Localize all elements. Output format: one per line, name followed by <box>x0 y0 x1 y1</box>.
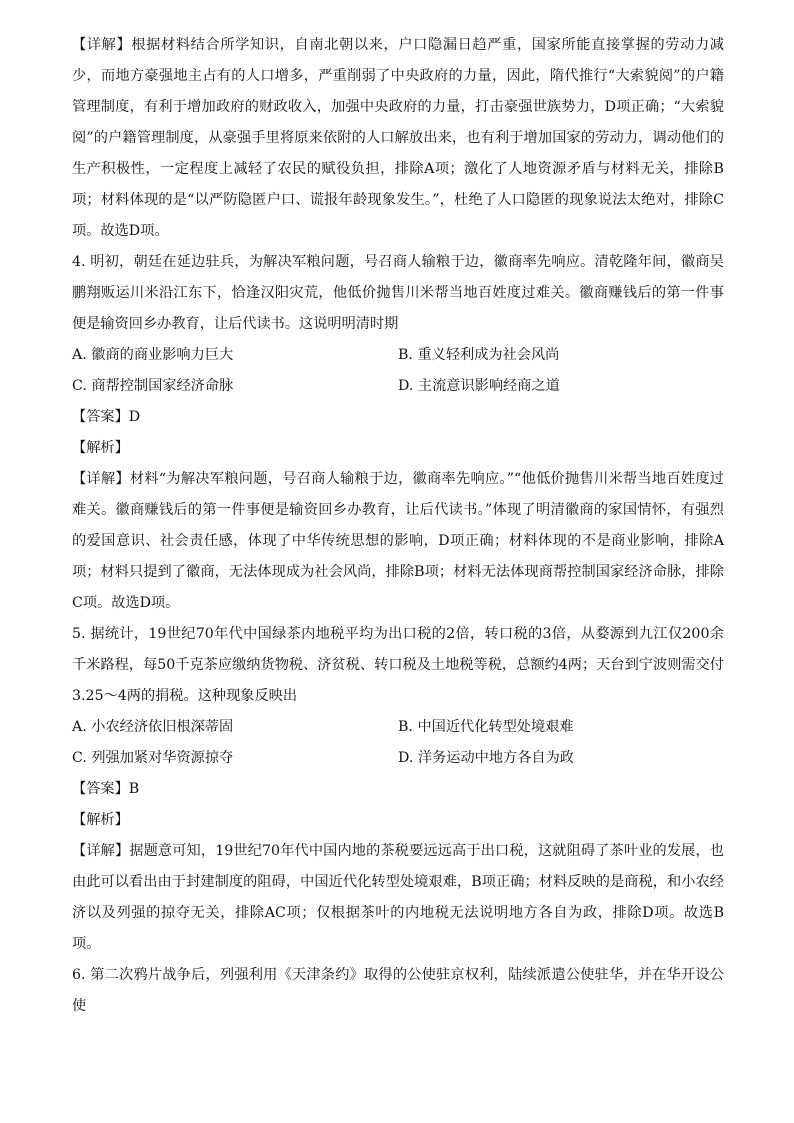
question-5-option-c[interactable]: C. 列强加紧对华资源掠夺 <box>72 750 234 766</box>
question-4-answer: 【答案】D <box>72 409 141 425</box>
question-5-answer: 【答案】B <box>72 781 140 797</box>
question-5-explanation: 【详解】据题意可知，19世纪70年代中国内地的茶税要远远高于出口税，这就阻碍了茶叶业的发展，也由此可以看出由于封建制度的阻碍，中国近代化转型处境艰难，B项正确；材料反映的是商税，和小农经济以及列强的掠夺无关，排除AC项；仅根据茶叶的内地税无法说明地方各自为政，排除D项。故选B项。 <box>72 843 724 952</box>
question-5-option-a[interactable]: A. 小农经济依旧根深蒂固 <box>72 719 234 735</box>
question-5-options-row-2 <box>72 743 724 774</box>
document-page <box>72 30 724 1022</box>
question-4-option-b[interactable]: B. 重义轻利成为社会风尚 <box>398 347 560 363</box>
question-4-options-row-1 <box>72 340 724 371</box>
question-5-stem: 5. 据统计，19世纪70年代中国绿茶内地税平均为出口税的2倍，转口税的3倍，从婺源到九江仅200余千米路程，每50千克茶应缴纳货物税、济贫税、转口税及土地税等税，总额约4两；天台到宁波则需交付3.25～4两的捐税。这种现象反映出 <box>72 626 724 704</box>
question-4-analysis-heading: 【解析】 <box>72 440 129 456</box>
question-4-option-a[interactable]: A. 徽商的商业影响力巨大 <box>72 347 234 363</box>
question-4-option-d[interactable]: D. 主流意识影响经商之道 <box>398 378 560 394</box>
question-4-stem: 4. 明初，朝廷在延边驻兵，为解决军粮问题，号召商人输粮于边，徽商率先响应。清乾隆年间，徽商吴鹏翔贩运川米沿江东下，恰逢汉阳灾荒，他低价抛售川米帮当地百姓度过难关。徽商赚钱后的第一件事便是输资回乡办教育，让后代读书。这说明明清时期 <box>72 254 724 332</box>
question-5-option-b[interactable]: B. 中国近代化转型处境艰难 <box>398 719 574 735</box>
answer-explanation-q3: 【详解】根据材料结合所学知识，自南北朝以来，户口隐漏日趋严重，国家所能直接掌握的劳动力减少，而地方豪强地主占有的人口增多，严重削弱了中央政府的力量，因此，隋代推行“大索貌阅”的户籍管理制度，有利于增加政府的财政收入，加强中央政府的力量，打击豪强世族势力，D项正确；“大索貌阅”的户籍管理制度，从豪强手里将原来依附的人口解放出来，也有利于增加国家的劳动力，调动他们的生产积极性，一定程度上减轻了农民的赋役负担，排除A项；激化了人地资源矛盾与材料无关，排除B项；材料体现的是“以严防隐匿户口、谎报年龄现象发生。”，杜绝了人口隐匿的现象说法太绝对，排除C项。故选D项。 <box>72 37 724 239</box>
question-5-option-d[interactable]: D. 洋务运动中地方各自为政 <box>398 750 574 766</box>
question-4-option-c[interactable]: C. 商帮控制国家经济命脉 <box>72 378 234 394</box>
question-5-options-row-1 <box>72 712 724 743</box>
question-4-options-row-2 <box>72 371 724 402</box>
question-6-stem: 6. 第二次鸦片战争后，列强利用《天津条约》取得的公使驻京权利，陆续派遣公使驻华，并在华开设公使 <box>72 967 724 1014</box>
question-4-explanation: 【详解】材料“为解决军粮问题，号召商人输粮于边，徽商率先响应。”“他低价抛售川米帮当地百姓度过难关。徽商赚钱后的第一件事便是输资回乡办教育，让后代读书。”体现了明清徽商的家国情怀，有强烈的爱国意识、社会责任感，体现了中华传统思想的影响，D项正确；材料体现的不是商业影响，排除A项；材料只提到了徽商，无法体现成为社会风尚，排除B项；材料无法体现商帮控制国家经济命脉，排除C项。故选D项。 <box>72 471 724 611</box>
question-5-analysis-heading: 【解析】 <box>72 812 129 828</box>
